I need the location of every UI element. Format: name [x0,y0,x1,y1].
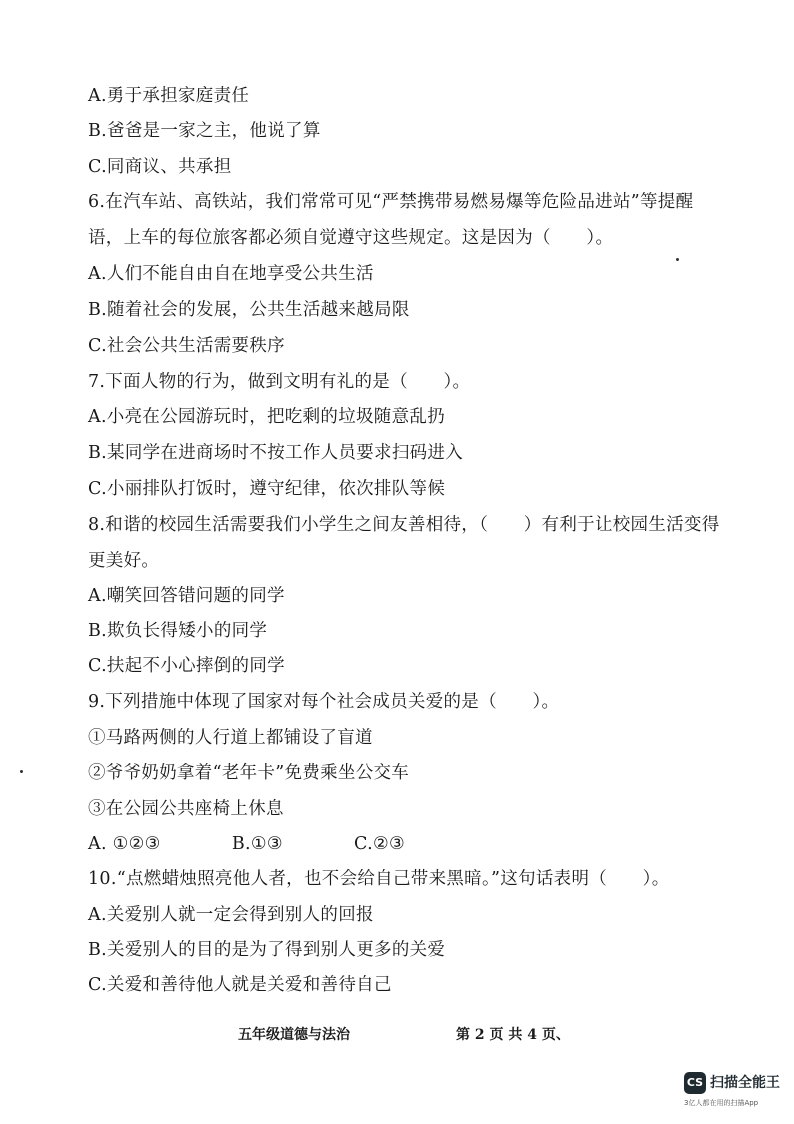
scan-speck [676,258,679,261]
option-5c: C.同商议、共承担 [88,157,232,177]
scan-speck [20,770,23,773]
question-9: 9.下列措施中体现了国家对每个社会成员关爱的是（ ）。 [88,692,560,712]
option-6a: A.人们不能自由自在地享受公共生活 [88,264,374,284]
option-6c: C.社会公共生活需要秩序 [88,336,285,356]
camscanner-logo-icon: CS [684,1072,706,1094]
footer-subject: 五年级道德与法治 [238,1027,350,1043]
statement-9-1: ①马路两侧的人行道上都铺设了盲道 [88,728,373,748]
option-5b: B.爸爸是一家之主，他说了算 [88,121,321,141]
option-10b: B.关爱别人的目的是为了得到别人更多的关爱 [88,940,446,960]
option-6b: B.随着社会的发展，公共生活越来越局限 [88,300,410,320]
option-10a: A.关爱别人就一定会得到别人的回报 [88,905,374,925]
question-6-line1: 6.在汽车站、高铁站，我们常常可见“严禁携带易燃易爆等危险品进站”等提醒 [88,192,694,212]
option-10c: C.关爱和善待他人就是关爱和善待自己 [88,975,392,995]
watermark-app-name: 扫描全能王 [710,1075,780,1091]
options-9: A. ①②③ B.①③ C.②③ [88,834,405,854]
statement-9-2: ②爷爷奶奶拿着“老年卡”免费乘坐公交车 [88,763,410,783]
question-8-line2: 更美好。 [88,551,160,571]
question-10: 10.“点燃蜡烛照亮他人者，也不会给自己带来黑暗。”这句话表明（ ）。 [88,869,670,889]
option-8a: A.嘲笑回答错问题的同学 [88,586,285,606]
footer-page-number: 第 2 页 共 4 页、 [456,1027,570,1043]
scanner-watermark [684,1070,788,1114]
option-5a: A.勇于承担家庭责任 [88,86,250,106]
option-8c: C.扶起不小心摔倒的同学 [88,656,285,676]
watermark-tagline: 3亿人都在用的扫描App [684,1099,759,1107]
option-7b: B.某同学在进商场时不按工作人员要求扫码进入 [88,443,464,463]
question-8-line1: 8.和谐的校园生活需要我们小学生之间友善相待，（ ）有利于让校园生活变得 [88,515,720,535]
statement-9-3: ③在公园公共座椅上休息 [88,799,284,819]
option-7a: A.小亮在公园游玩时，把吃剩的垃圾随意乱扔 [88,407,445,427]
option-8b: B.欺负长得矮小的同学 [88,621,268,641]
question-7: 7.下面人物的行为，做到文明有礼的是（ ）。 [88,372,471,392]
option-7c: C.小丽排队打饭时，遵守纪律，依次排队等候 [88,479,446,499]
question-6-line2: 语，上车的每位旅客都必须自觉遵守这些规定。这是因为（ ）。 [88,228,614,248]
